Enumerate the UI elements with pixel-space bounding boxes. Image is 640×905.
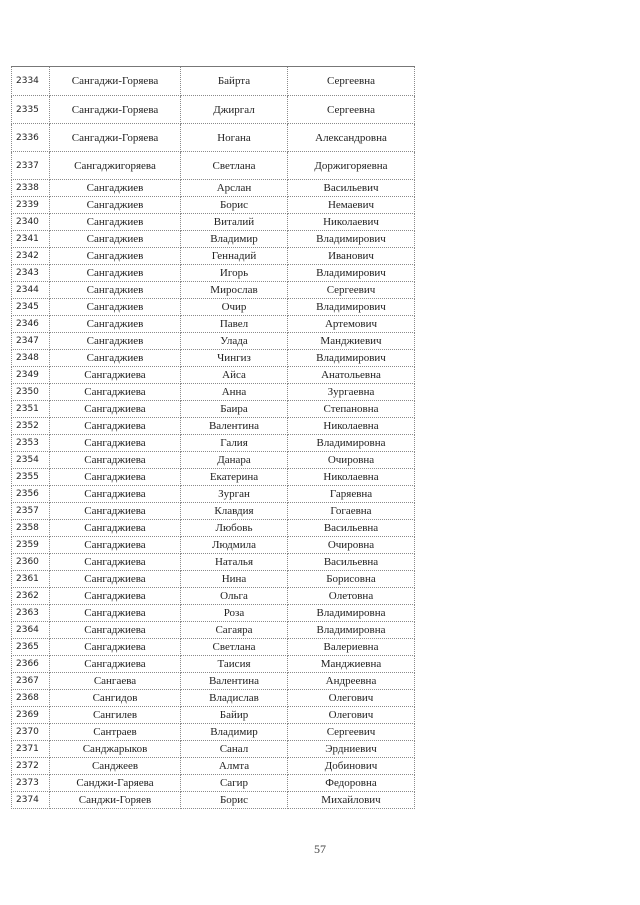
last-name-cell: Сангаджиева	[50, 401, 181, 418]
first-name-cell: Улада	[181, 333, 288, 350]
row-number-cell: 2357	[12, 503, 50, 520]
row-number-cell: 2353	[12, 435, 50, 452]
last-name-cell: Сангаджи-Горяева	[50, 96, 181, 124]
row-number-cell: 2368	[12, 690, 50, 707]
row-number-cell: 2338	[12, 180, 50, 197]
first-name-cell: Павел	[181, 316, 288, 333]
patronymic-cell: Манджиевич	[288, 333, 415, 350]
table-row	[12, 605, 415, 622]
last-name-cell: Сангаджиева	[50, 503, 181, 520]
last-name-cell: Сангаджиева	[50, 520, 181, 537]
patronymic-cell: Васильевна	[288, 554, 415, 571]
last-name-cell: Сангаджиева	[50, 486, 181, 503]
first-name-cell: Роза	[181, 605, 288, 622]
last-name-cell: Санджи-Гаряева	[50, 775, 181, 792]
last-name-cell: Сангаджиев	[50, 248, 181, 265]
patronymic-cell: Очировна	[288, 452, 415, 469]
row-number-cell: 2345	[12, 299, 50, 316]
patronymic-cell: Владимировна	[288, 435, 415, 452]
patronymic-cell: Борисовна	[288, 571, 415, 588]
patronymic-cell: Сергеевна	[288, 67, 415, 96]
table-row	[12, 197, 415, 214]
table-row	[12, 673, 415, 690]
last-name-cell: Сангаджиева	[50, 554, 181, 571]
last-name-cell: Сангилев	[50, 707, 181, 724]
last-name-cell: Сангаджиева	[50, 367, 181, 384]
patronymic-cell: Олегович	[288, 707, 415, 724]
row-number-cell: 2342	[12, 248, 50, 265]
first-name-cell: Нина	[181, 571, 288, 588]
row-number-cell: 2369	[12, 707, 50, 724]
last-name-cell: Сангаджиева	[50, 384, 181, 401]
patronymic-cell: Артемович	[288, 316, 415, 333]
last-name-cell: Сангаджиева	[50, 639, 181, 656]
table-row	[12, 792, 415, 809]
last-name-cell: Сангаджи-Горяева	[50, 67, 181, 96]
patronymic-cell: Сергеевич	[288, 724, 415, 741]
table-row	[12, 180, 415, 197]
table-row	[12, 418, 415, 435]
table-row	[12, 333, 415, 350]
table-row	[12, 367, 415, 384]
table-row	[12, 152, 415, 180]
last-name-cell: Сангаджиева	[50, 656, 181, 673]
row-number-cell: 2346	[12, 316, 50, 333]
first-name-cell: Светлана	[181, 152, 288, 180]
patronymic-cell: Васильевна	[288, 520, 415, 537]
patronymic-cell: Владимирович	[288, 299, 415, 316]
row-number-cell: 2348	[12, 350, 50, 367]
table-row	[12, 707, 415, 724]
first-name-cell: Валентина	[181, 418, 288, 435]
first-name-cell: Галия	[181, 435, 288, 452]
table-row	[12, 537, 415, 554]
table-row	[12, 316, 415, 333]
last-name-cell: Сангаджиев	[50, 214, 181, 231]
last-name-cell: Санджи-Горяев	[50, 792, 181, 809]
row-number-cell: 2367	[12, 673, 50, 690]
patronymic-cell: Васильевич	[288, 180, 415, 197]
patronymic-cell: Владимирович	[288, 350, 415, 367]
table-row	[12, 469, 415, 486]
row-number-cell: 2370	[12, 724, 50, 741]
first-name-cell: Борис	[181, 197, 288, 214]
patronymic-cell: Добинович	[288, 758, 415, 775]
last-name-cell: Сангаева	[50, 673, 181, 690]
row-number-cell: 2359	[12, 537, 50, 554]
last-name-cell: Сангаджиев	[50, 299, 181, 316]
patronymic-cell: Сергеевна	[288, 96, 415, 124]
last-name-cell: Сангаджиев	[50, 333, 181, 350]
table-row	[12, 503, 415, 520]
first-name-cell: Мирослав	[181, 282, 288, 299]
patronymic-cell: Доржигоряевна	[288, 152, 415, 180]
table-row	[12, 656, 415, 673]
first-name-cell: Екатерина	[181, 469, 288, 486]
patronymic-cell: Николаевна	[288, 418, 415, 435]
table-row	[12, 299, 415, 316]
table-row	[12, 67, 415, 96]
table-row	[12, 588, 415, 605]
row-number-cell: 2351	[12, 401, 50, 418]
last-name-cell: Сангаджигоряева	[50, 152, 181, 180]
first-name-cell: Наталья	[181, 554, 288, 571]
patronymic-cell: Иванович	[288, 248, 415, 265]
last-name-cell: Сангидов	[50, 690, 181, 707]
row-number-cell: 2339	[12, 197, 50, 214]
patronymic-cell: Гогаевна	[288, 503, 415, 520]
row-number-cell: 2344	[12, 282, 50, 299]
row-number-cell: 2361	[12, 571, 50, 588]
patronymic-cell: Очировна	[288, 537, 415, 554]
row-number-cell: 2364	[12, 622, 50, 639]
names-table-body	[12, 67, 415, 809]
patronymic-cell: Владимирович	[288, 231, 415, 248]
first-name-cell: Баира	[181, 401, 288, 418]
patronymic-cell: Анатольевна	[288, 367, 415, 384]
last-name-cell: Сангаджиева	[50, 588, 181, 605]
first-name-cell: Светлана	[181, 639, 288, 656]
patronymic-cell: Владимировна	[288, 605, 415, 622]
last-name-cell: Сангаджиев	[50, 197, 181, 214]
table-row	[12, 452, 415, 469]
row-number-cell: 2365	[12, 639, 50, 656]
first-name-cell: Владимир	[181, 231, 288, 248]
table-row	[12, 741, 415, 758]
patronymic-cell: Степановна	[288, 401, 415, 418]
row-number-cell: 2373	[12, 775, 50, 792]
patronymic-cell: Сергеевич	[288, 282, 415, 299]
row-number-cell: 2354	[12, 452, 50, 469]
patronymic-cell: Федоровна	[288, 775, 415, 792]
table-row	[12, 486, 415, 503]
first-name-cell: Любовь	[181, 520, 288, 537]
table-row	[12, 265, 415, 282]
last-name-cell: Сангаджиева	[50, 435, 181, 452]
patronymic-cell: Гаряевна	[288, 486, 415, 503]
first-name-cell: Борис	[181, 792, 288, 809]
first-name-cell: Зурган	[181, 486, 288, 503]
row-number-cell: 2362	[12, 588, 50, 605]
row-number-cell: 2363	[12, 605, 50, 622]
names-table	[11, 66, 415, 809]
last-name-cell: Санджарыков	[50, 741, 181, 758]
row-number-cell: 2347	[12, 333, 50, 350]
patronymic-cell: Манджиевна	[288, 656, 415, 673]
last-name-cell: Сангаджиева	[50, 537, 181, 554]
row-number-cell: 2349	[12, 367, 50, 384]
row-number-cell: 2358	[12, 520, 50, 537]
first-name-cell: Виталий	[181, 214, 288, 231]
row-number-cell: 2360	[12, 554, 50, 571]
first-name-cell: Арслан	[181, 180, 288, 197]
last-name-cell: Сангаджиева	[50, 469, 181, 486]
first-name-cell: Сагир	[181, 775, 288, 792]
table-row	[12, 96, 415, 124]
table-row	[12, 639, 415, 656]
patronymic-cell: Владимирович	[288, 265, 415, 282]
row-number-cell: 2334	[12, 67, 50, 96]
row-number-cell: 2352	[12, 418, 50, 435]
row-number-cell: 2372	[12, 758, 50, 775]
last-name-cell: Сангаджиев	[50, 265, 181, 282]
patronymic-cell: Эрдниевич	[288, 741, 415, 758]
row-number-cell: 2341	[12, 231, 50, 248]
last-name-cell: Сангаджиев	[50, 180, 181, 197]
first-name-cell: Владислав	[181, 690, 288, 707]
first-name-cell: Санал	[181, 741, 288, 758]
last-name-cell: Сангаджиев	[50, 282, 181, 299]
patronymic-cell: Михайлович	[288, 792, 415, 809]
table-row	[12, 384, 415, 401]
first-name-cell: Геннадий	[181, 248, 288, 265]
patronymic-cell: Зургаевна	[288, 384, 415, 401]
table-row	[12, 622, 415, 639]
patronymic-cell: Александровна	[288, 124, 415, 152]
last-name-cell: Сантраев	[50, 724, 181, 741]
patronymic-cell: Николаевна	[288, 469, 415, 486]
row-number-cell: 2366	[12, 656, 50, 673]
row-number-cell: 2371	[12, 741, 50, 758]
first-name-cell: Очир	[181, 299, 288, 316]
table-row	[12, 571, 415, 588]
first-name-cell: Таисия	[181, 656, 288, 673]
last-name-cell: Санджеев	[50, 758, 181, 775]
row-number-cell: 2335	[12, 96, 50, 124]
row-number-cell: 2337	[12, 152, 50, 180]
patronymic-cell: Андреевна	[288, 673, 415, 690]
table-row	[12, 124, 415, 152]
first-name-cell: Сагаяра	[181, 622, 288, 639]
table-row	[12, 690, 415, 707]
patronymic-cell: Владимировна	[288, 622, 415, 639]
table-row	[12, 435, 415, 452]
table-row	[12, 775, 415, 792]
last-name-cell: Сангаджи-Горяева	[50, 124, 181, 152]
row-number-cell: 2343	[12, 265, 50, 282]
row-number-cell: 2336	[12, 124, 50, 152]
patronymic-cell: Немаевич	[288, 197, 415, 214]
row-number-cell: 2356	[12, 486, 50, 503]
table-row	[12, 724, 415, 741]
table-row	[12, 282, 415, 299]
patronymic-cell: Николаевич	[288, 214, 415, 231]
first-name-cell: Джиргал	[181, 96, 288, 124]
first-name-cell: Чингиз	[181, 350, 288, 367]
patronymic-cell: Олетовна	[288, 588, 415, 605]
page-number: 57	[314, 842, 326, 856]
table-row	[12, 231, 415, 248]
first-name-cell: Айса	[181, 367, 288, 384]
last-name-cell: Сангаджиев	[50, 231, 181, 248]
first-name-cell: Ольга	[181, 588, 288, 605]
last-name-cell: Сангаджиева	[50, 452, 181, 469]
row-number-cell: 2340	[12, 214, 50, 231]
last-name-cell: Сангаджиева	[50, 605, 181, 622]
last-name-cell: Сангаджиев	[50, 316, 181, 333]
last-name-cell: Сангаджиева	[50, 622, 181, 639]
first-name-cell: Байрта	[181, 67, 288, 96]
table-row	[12, 758, 415, 775]
table-row	[12, 401, 415, 418]
row-number-cell: 2355	[12, 469, 50, 486]
first-name-cell: Ногана	[181, 124, 288, 152]
row-number-cell: 2374	[12, 792, 50, 809]
last-name-cell: Сангаджиева	[50, 418, 181, 435]
table-row	[12, 520, 415, 537]
first-name-cell: Игорь	[181, 265, 288, 282]
first-name-cell: Анна	[181, 384, 288, 401]
row-number-cell: 2350	[12, 384, 50, 401]
table-row	[12, 554, 415, 571]
first-name-cell: Данара	[181, 452, 288, 469]
last-name-cell: Сангаджиев	[50, 350, 181, 367]
first-name-cell: Алмта	[181, 758, 288, 775]
first-name-cell: Байир	[181, 707, 288, 724]
patronymic-cell: Валериевна	[288, 639, 415, 656]
table-row	[12, 214, 415, 231]
first-name-cell: Людмила	[181, 537, 288, 554]
patronymic-cell: Олегович	[288, 690, 415, 707]
first-name-cell: Валентина	[181, 673, 288, 690]
last-name-cell: Сангаджиева	[50, 571, 181, 588]
table-row	[12, 248, 415, 265]
table-row	[12, 350, 415, 367]
first-name-cell: Клавдия	[181, 503, 288, 520]
first-name-cell: Владимир	[181, 724, 288, 741]
